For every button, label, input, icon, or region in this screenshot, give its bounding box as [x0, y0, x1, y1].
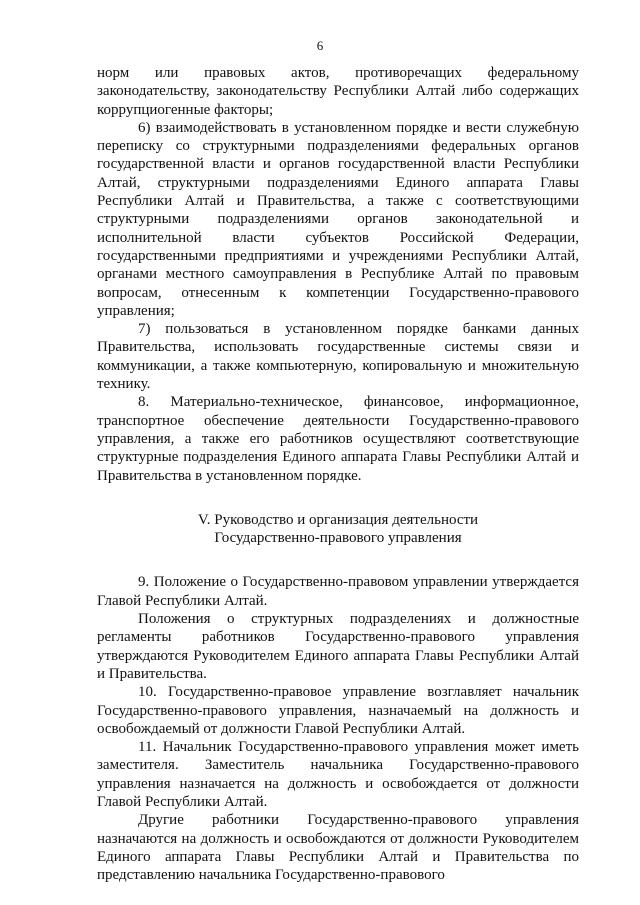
paragraph-item-6: 6) взаимодействовать в установленном порядке и вести служебную переписку со структурными подразделениями федеральных органов государственной власти и органов государственной власти Республики Алтай, структурными подразделениями Единого аппарата Главы Республики Алтай и Правительства, а также с соответствующими структурными подразделениями органов законодательной и исполнительной власти субъектов Российской Федерации, государственными предприятиями и учреждениями Республики Алтай, органами местного самоуправления в Республике Алтай по правовым вопросам, отнесенным к компетенции Государственно-правового управления; [97, 119, 579, 319]
document-body [97, 64, 579, 884]
section-heading-line-1: V. Руководство и организация деятельности [197, 511, 479, 528]
paragraph-item-9: 9. Положение о Государственно-правовом управлении утверждается Главой Республики Алтай. [97, 574, 579, 609]
paragraph-continuation: норм или правовых актов, противоречащих федеральному законодательству, законодательству Республики Алтай либо содержащих коррупциогенные факторы; [97, 65, 579, 118]
section-heading-line-2: Государственно-правового управления [214, 530, 462, 547]
paragraph-other-employees: Другие работники Государственно-правового управления назначаются на должность и освобождаются от должности Руководителем Единого аппарата Главы Республики Алтай и Правительства по представлению начальника Государственно-правового [97, 812, 579, 884]
paragraph-item-8: 8. Материально-техническое, финансовое, информационное, транспортное обеспечение деятельности Государственно-правового управления, а также его работников осуществляют соответствующие структурные подразделения Единого аппарата Главы Республики Алтай и Правительства в установленном порядке. [97, 394, 579, 484]
paragraph-regulations: Положения о структурных подразделениях и должностные регламенты работников Государственно-правового управления утверждаются Руководителем Единого аппарата Главы Республики Алтай и Правительства. [97, 611, 579, 682]
paragraph-item-10: 10. Государственно-правовое управление возглавляет начальник Государственно-правового управления, назначаемый на должность и освобождаемый от должности Главой Республики Алтай. [97, 684, 579, 737]
section-heading [97, 511, 579, 548]
paragraph-item-11: 11. Начальник Государственно-правового управления может иметь заместителя. Заместитель начальника Государственно-правового управления назначается на должность и освобождается от должности Главой Республики Алтай. [97, 739, 579, 810]
page-number: 6 [316, 38, 324, 53]
paragraph-item-7: 7) пользоваться в установленном порядке банками данных Правительства, использовать государственные системы связи и коммуникации, а также компьютерную, копировальную и множительную технику. [97, 321, 579, 393]
